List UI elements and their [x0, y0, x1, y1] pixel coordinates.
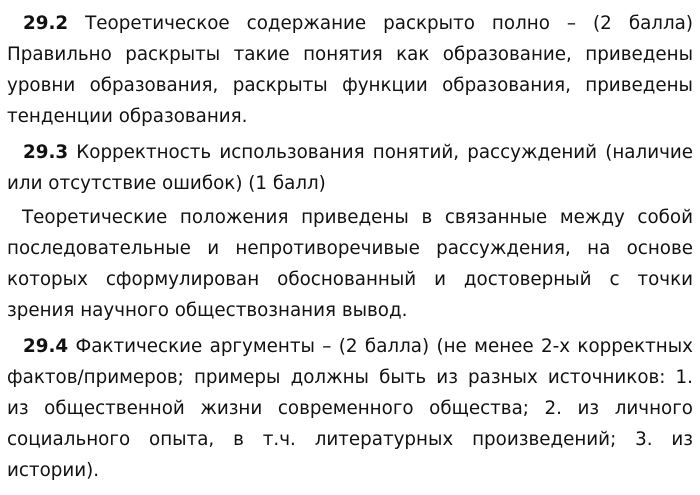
paragraph-line: зрения научного обществознания вывод. — [7, 300, 408, 321]
document-body — [7, 8, 693, 486]
paragraph-line: истории). — [7, 460, 100, 481]
paragraph-line: Правильно раскрыты такие понятия как образование, приведены — [7, 44, 693, 65]
paragraph-line — [7, 137, 693, 168]
paragraph-line: уровни образования, раскрыты функции образования, приведены — [7, 75, 693, 96]
paragraph-line: из общественной жизни современного общества; 2. из личного — [7, 398, 693, 419]
paragraph-line: фактов/примеров; примеры должны быть из разных источников: 1. — [7, 367, 693, 388]
paragraph-line — [7, 331, 693, 362]
section-29-3 — [7, 137, 693, 199]
section-number: 29.4 — [23, 336, 69, 357]
section-29-4 — [7, 331, 693, 486]
paragraph-line: тенденции образования. — [7, 106, 248, 127]
paragraph-line: или отсутствие ошибок) (1 балл) — [7, 173, 326, 194]
section-number: 29.2 — [23, 13, 69, 34]
paragraph-line: последовательные и непротиворечивые рассуждения, на основе — [7, 238, 693, 259]
paragraph-line — [7, 8, 693, 39]
section-29-2 — [7, 8, 693, 132]
paragraph-line: которых сформулирован обоснованный и достоверный с точки — [7, 269, 693, 290]
section-number: 29.3 — [23, 142, 69, 163]
theory-paragraph — [7, 202, 693, 326]
text-run: Теоретическое содержание раскрыто полно – (2 балла) — [68, 13, 693, 34]
paragraph-line: Теоретические положения приведены в связанные между собой — [22, 207, 693, 228]
paragraph-line: социального опыта, в т.ч. литературных произведений; 3. из — [7, 429, 693, 450]
text-run: Корректность использования понятий, рассуждений (наличие — [68, 142, 693, 163]
text-run: Фактические аргументы – (2 балла) (не менее 2-х корректных — [68, 336, 693, 357]
